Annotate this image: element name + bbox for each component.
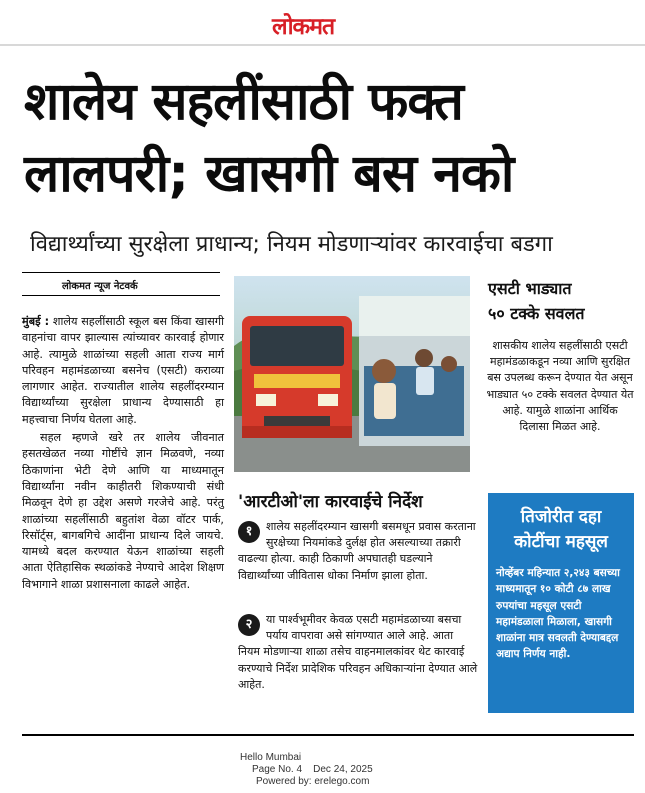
point-number-badge: १ (238, 521, 260, 543)
point-number-badge: २ (238, 614, 260, 636)
rto-section-title: 'आरटीओ'ला कारवाईचे निर्देश (238, 492, 423, 512)
revenue-box-title: तिजोरीत दहा कोटींचा महसूल (514, 507, 608, 552)
bus-exterior (242, 316, 352, 438)
masthead (0, 0, 645, 46)
footer-page-date: Page No. 4 Dec 24, 2025 (252, 764, 373, 775)
page-footer (240, 752, 373, 788)
byline-rule-top (22, 272, 220, 273)
subheadline: विद्यार्थ्यांच्या सुरक्षेला प्राधान्य; नियम मोडणाऱ्यांवर कारवाईचा बडगा (30, 232, 553, 257)
st-sidebar-body: शासकीय शालेय सहलींसाठी एसटी महामंडळाकडून नव्या आणि सुरक्षित बस उपलब्ध करून देण्यात येत असून भाड्यात ५० टक्के सवलत देण्यात येत आहे. यामुळे शाळांना आर्थिक दिलासा मिळत आहे. (486, 339, 634, 434)
article-paragraph-2: सहल म्हणजे खरे तर शालेय जीवनात हसतखेळत नव्या गोष्टींचे ज्ञान मिळवणे, नव्या ठिकाणांना भेटी देणे आणि या माध्यमातून विद्यार्थ्यांना नवीन काहीतरी शिकण्याची संधी मिळवून देणे हा उद्देश असणे गरजेचे आहे. परंतु शाळांच्या सहलींसाठी बहुतांश वेळा वॉटर पार्क, रिसॉर्ट्स, बागबगिचे आदींना प्राधान्य दिले जायचे. यामध्ये बदल करण्यात येऊन शाळांच्या सहली आता ऐतिहासिक स्थळांकडे नेण्याचे आदेश शिक्षण विभागाने शाळा प्रशासनाला काढले आहेत. (22, 431, 224, 591)
headline-line-2: लालपरी; खासगी बस नको (24, 144, 514, 204)
rto-point-1: १ शालेय सहलींदरम्यान खासगी बसमधून प्रवास करताना सुरक्षेच्या नियमांकडे दुर्लक्ष होत असल्याच्या तक्रारी वाढल्या होत्या. काही ठिकाणी अपघातही घडल्याने विद्यार्थ्यांच्या जीवितास धोका निर्माण झाला होता. (238, 520, 476, 582)
headline-line-1: शालेय सहलींसाठी फक्त (24, 72, 463, 132)
revenue-box-body: नोव्हेंबर महिन्यात २,२४३ बसच्या माध्यमातून १० कोटी ८७ लाख रुपयांचा महसूल एसटी महामंडळाला मिळाला, खासगी शाळांना मात्र सवलती देण्याबद्दल अद्याप निर्णय नाही. (496, 567, 620, 661)
bus-interior (359, 296, 470, 446)
dateline: मुंबई : (22, 315, 50, 328)
article-paragraph-1: मुंबई : शालेय सहलींसाठी स्कूल बस किंवा खासगी वाहनांचा वापर झाल्यास त्यांच्यावर कारवाई होणार आहे. त्यामुळे शाळांच्या सहली आता राज्य मार्ग परिवहन महामंडळाच्या बसनेच (एसटी) कराव्या लागणार आहेत. राज्यातील शालेय सहलींदरम्यान विद्यार्थ्यांच्या सुरक्षेला प्राधान्य देण्यासाठी हा महत्त्वाचा निर्णय घेतला आहे. (22, 315, 224, 426)
footer-powered-by: Powered by: erelego.com (256, 776, 370, 787)
lokmat-logo: लोकमत (272, 14, 335, 40)
school-bus-photo (234, 276, 470, 472)
byline: लोकमत न्यूज नेटवर्क (62, 281, 138, 292)
main-article-text (22, 314, 224, 595)
headline (24, 66, 624, 210)
st-sidebar-title: एसटी भाड्यात ५० टक्के सवलत (488, 279, 585, 323)
footer-edition: Hello Mumbai (240, 752, 302, 763)
byline-rule-bottom (22, 295, 220, 296)
page-bottom-rule (22, 734, 634, 736)
revenue-box (488, 493, 634, 713)
rto-point-2: २ या पार्श्वभूमीवर केवळ एसटी महामंडळाच्या बसचा पर्याय वापरावा असे सांगण्यात आले आहे. आता नियम मोडणाऱ्या शाळा तसेच वाहनमालकांवर थेट कारवाई करण्याचे निर्देश प्रादेशिक परिवहन अधिकाऱ्यांना देण्यात आले आहेत. (238, 613, 478, 691)
